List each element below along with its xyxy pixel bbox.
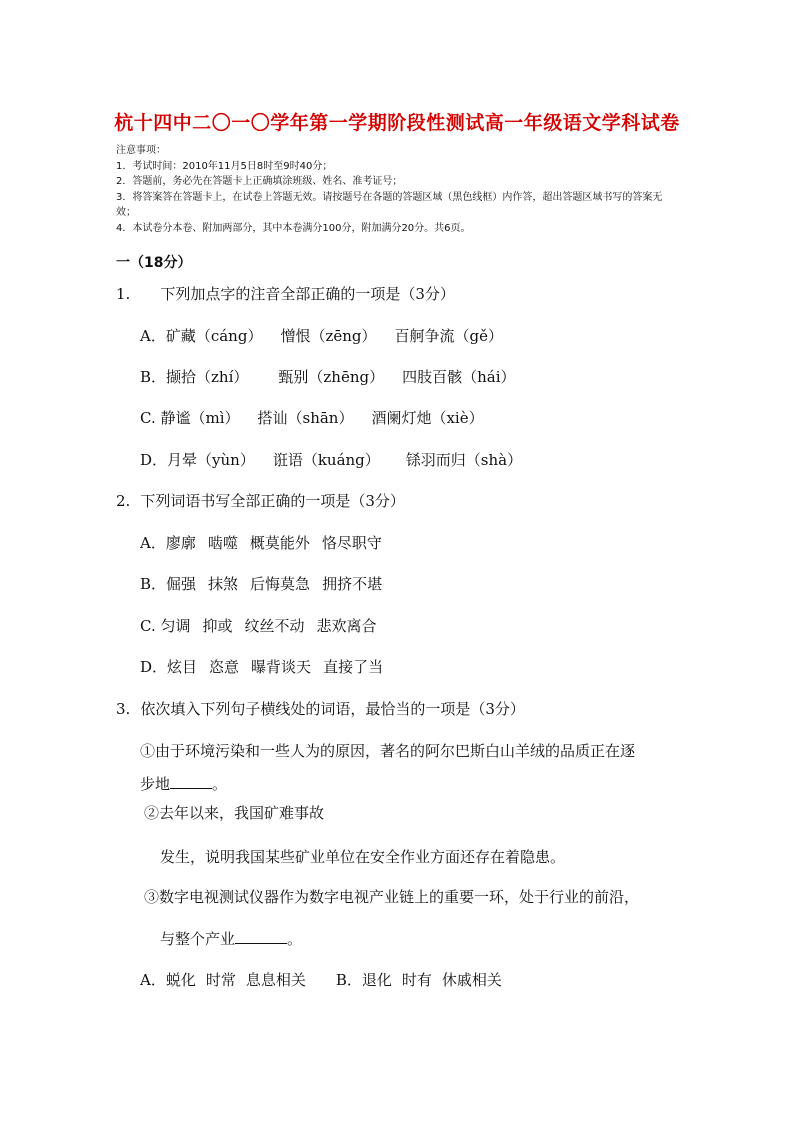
option-text: 息息相关 bbox=[245, 971, 306, 989]
option-text: 悲欢离合 bbox=[316, 617, 377, 635]
q3-sentence-1a: ①由于环境污染和一些人为的原因，著名的阿尔巴斯白山羊绒的品质正在逐 bbox=[140, 742, 636, 760]
option-text: 时常 bbox=[205, 971, 236, 989]
option-text: 憎恨（zēng） bbox=[280, 327, 377, 345]
q2-option-c bbox=[140, 615, 377, 636]
option-text: A．蜕化 bbox=[140, 971, 196, 989]
option-text: B．撷拾（zhí） bbox=[140, 368, 249, 386]
note-item: 1．考试时间：2010年11月5日8时至9时40分； bbox=[116, 160, 333, 172]
q2-option-b bbox=[140, 573, 382, 594]
option-text: 拥挤不堪 bbox=[322, 575, 383, 593]
q3-sentence-2a: ②去年以来，我国矿难事故 bbox=[144, 804, 325, 822]
option-text: D．炫目 bbox=[140, 658, 198, 676]
option-text: 诳语（kuáng） bbox=[272, 451, 380, 469]
option-text: 纹丝不动 bbox=[244, 617, 305, 635]
question-number: 3. bbox=[116, 700, 131, 718]
q3-sentence-2b: 发生，说明我国某些矿业单位在安全作业方面还存在着隐患。 bbox=[160, 848, 566, 866]
q3-sentence-1b bbox=[140, 773, 227, 794]
section-heading: 一（18分） bbox=[116, 255, 192, 271]
option-text: B．倔强 bbox=[140, 575, 197, 593]
option-text: 后悔莫急 bbox=[250, 575, 311, 593]
option-text: 酒阑灯灺（xiè） bbox=[371, 409, 484, 427]
q2-option-d bbox=[140, 656, 383, 677]
question-3 bbox=[116, 698, 525, 719]
option-text: 搭讪（shān） bbox=[257, 409, 354, 427]
q3-options bbox=[140, 969, 502, 990]
sentence-text: 。 bbox=[212, 775, 228, 793]
question-stem: 下列词语书写全部正确的一项是（3分） bbox=[140, 492, 405, 510]
option-text: 曝背谈天 bbox=[251, 658, 312, 676]
exam-title: 杭十四中二〇一〇学年第一学期阶段性测试高一年级语文学科试卷 bbox=[114, 112, 680, 134]
option-text: D．月晕（yùn） bbox=[140, 451, 255, 469]
question-1 bbox=[116, 283, 455, 304]
option-text: C. 静谧（mì） bbox=[140, 409, 240, 427]
q1-option-d bbox=[140, 449, 522, 470]
question-number: 2. bbox=[116, 492, 131, 510]
option-text: 抹煞 bbox=[208, 575, 239, 593]
option-text: 恣意 bbox=[209, 658, 240, 676]
note-item: 3．将答案答在答题卡上，在试卷上答题无效。请按题号在各题的答题区域（黑色线框）内作答，超出答题区域书写的答案无效； bbox=[116, 191, 663, 218]
option-text: A．矿藏（cáng） bbox=[140, 327, 263, 345]
q3-sentence-3b bbox=[160, 928, 302, 949]
option-text: 时有 bbox=[401, 971, 432, 989]
question-2 bbox=[116, 490, 405, 511]
question-stem: 下列加点字的注音全部正确的一项是（3分） bbox=[160, 285, 455, 303]
option-text: B．退化 bbox=[335, 971, 392, 989]
notes-heading: 注意事项： bbox=[116, 145, 166, 156]
q3-sentence-3a: ③数字电视测试仪器作为数字电视产业链上的重要一环，处于行业的前沿， bbox=[144, 888, 640, 906]
note-item: 4．本试卷分本卷、附加两部分，其中本卷满分100分，附加满分20分。共6页。 bbox=[116, 222, 471, 234]
q1-option-a bbox=[140, 325, 503, 346]
option-text: 概莫能外 bbox=[249, 534, 310, 552]
option-text: 铩羽而归（shà） bbox=[405, 451, 523, 469]
option-text: 抑或 bbox=[202, 617, 233, 635]
option-text: 休戚相关 bbox=[441, 971, 502, 989]
option-text: 直接了当 bbox=[323, 658, 384, 676]
option-text: 啮噬 bbox=[207, 534, 238, 552]
sentence-text: 与整个产业 bbox=[160, 930, 236, 948]
q1-option-c bbox=[140, 407, 484, 428]
note-item: 2．答题前，务必先在答题卡上正确填涂班级、姓名、准考证号； bbox=[116, 176, 403, 187]
option-text: 百舸争流（gě） bbox=[394, 327, 503, 345]
sentence-text: 。 bbox=[287, 930, 303, 948]
option-text: C. 匀调 bbox=[140, 617, 191, 635]
sentence-text: 步地 bbox=[140, 775, 171, 793]
option-text: 恪尽职守 bbox=[321, 534, 382, 552]
answer-blank bbox=[235, 930, 287, 944]
q2-option-a bbox=[140, 532, 382, 553]
notes-block bbox=[116, 143, 681, 236]
question-stem: 依次填入下列句子横线处的词语，最恰当的一项是（3分） bbox=[140, 700, 525, 718]
answer-blank bbox=[170, 775, 212, 789]
question-number: 1. bbox=[116, 285, 131, 303]
q1-option-b bbox=[140, 366, 516, 387]
option-text: 四肢百骸（hái） bbox=[402, 368, 516, 386]
option-text: A．廖廓 bbox=[140, 534, 196, 552]
option-text: 甄别（zhēng） bbox=[278, 368, 385, 386]
